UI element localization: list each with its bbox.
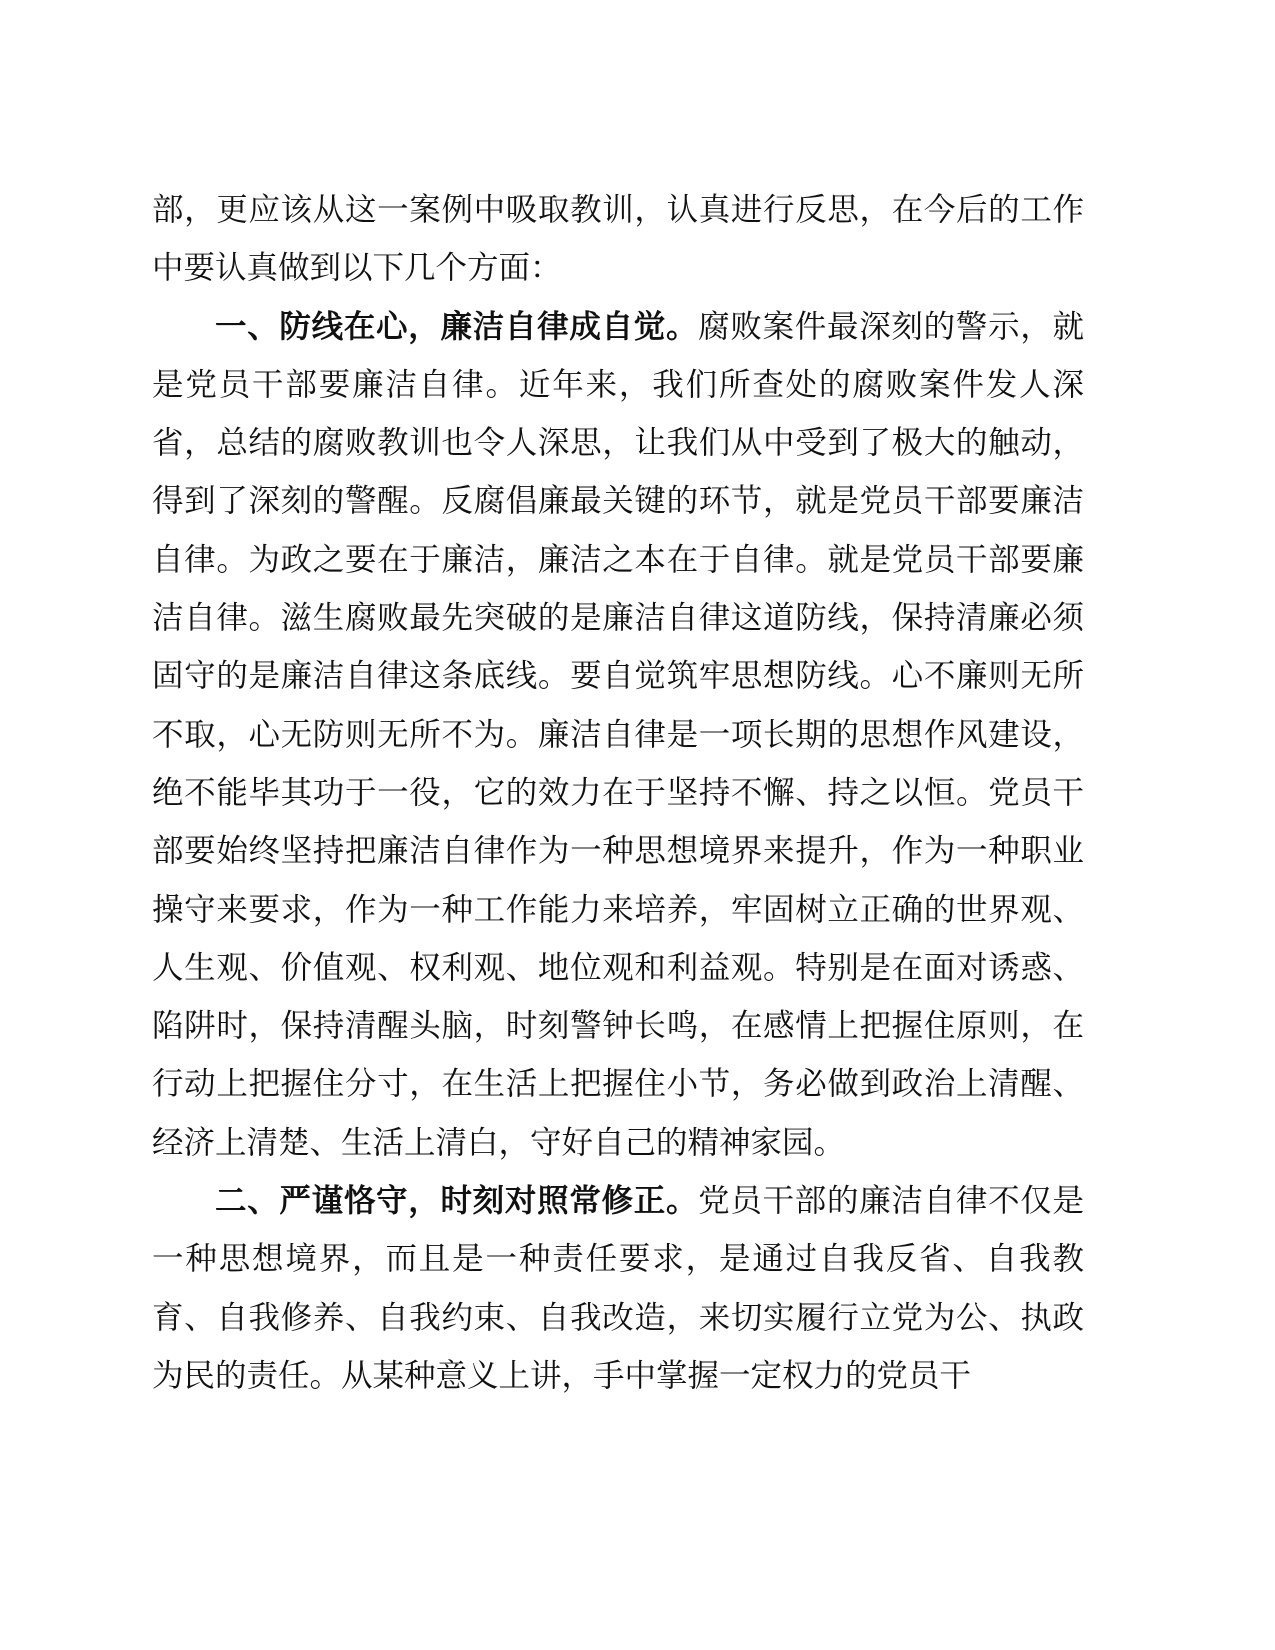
paragraph-text: 腐败案件最深刻的警示，就是党员干部要廉洁自律。近年来，我们所查处的腐败案件发人深省，总结的腐败教训也令人深思，让我们从中受到了极大的触动，得到了深刻的警醒。反腐倡廉最关键的环节，就是党员干部要廉洁自律。为政之要在于廉洁，廉洁之本在于自律。就是党员干部要廉洁自律。滋生腐败最先突破的是廉洁自律这道防线，保持清廉必须固守的是廉洁自律这条底线。要自觉筑牢思想防线。心不廉则无所不取，心无防则无所不为。廉洁自律是一项长期的思想作风建设，绝不能毕其功于一役，它的效力在于坚持不懈、持之以恒。党员干部要始终坚持把廉洁自律作为一种思想境界来提升，作为一种职业操守来要求，作为一种工作能力来培养，牢固树立正确的世界观、人生观、价值观、权利观、地位观和利益观。特别是在面对诱惑、陷阱时，保持清醒头脑，时刻警钟长鸣，在感情上把握住原则，在行动上把握住分寸，在生活上把握住小节，务必做到政治上清醒、经济上清楚、生活上清白，守好自己的精神家园。 [152,308,1084,1161]
paragraph-text: 党员干部的廉洁自律不仅是一种思想境界，而且是一种责任要求，是通过自我反省、自我教育、自我修养、自我约束、自我改造，来切实履行立党为公、执政为民的责任。从某种意义上讲，手中掌握一定权力的党员干 [152,1183,1084,1394]
paragraph-section-1 [152,298,1084,1172]
section-heading-2: 二、严谨恪守，时刻对照常修正。 [215,1183,699,1220]
paragraph-continuation [152,181,1084,298]
paragraph-section-2 [152,1172,1084,1405]
document-body [152,181,1084,1405]
paragraph-text: 部，更应该从这一案例中吸取教训，认真进行反思，在今后的工作中要认真做到以下几个方面： [152,192,1084,287]
section-heading-1: 一、防线在心，廉洁自律成自觉。 [215,308,699,345]
